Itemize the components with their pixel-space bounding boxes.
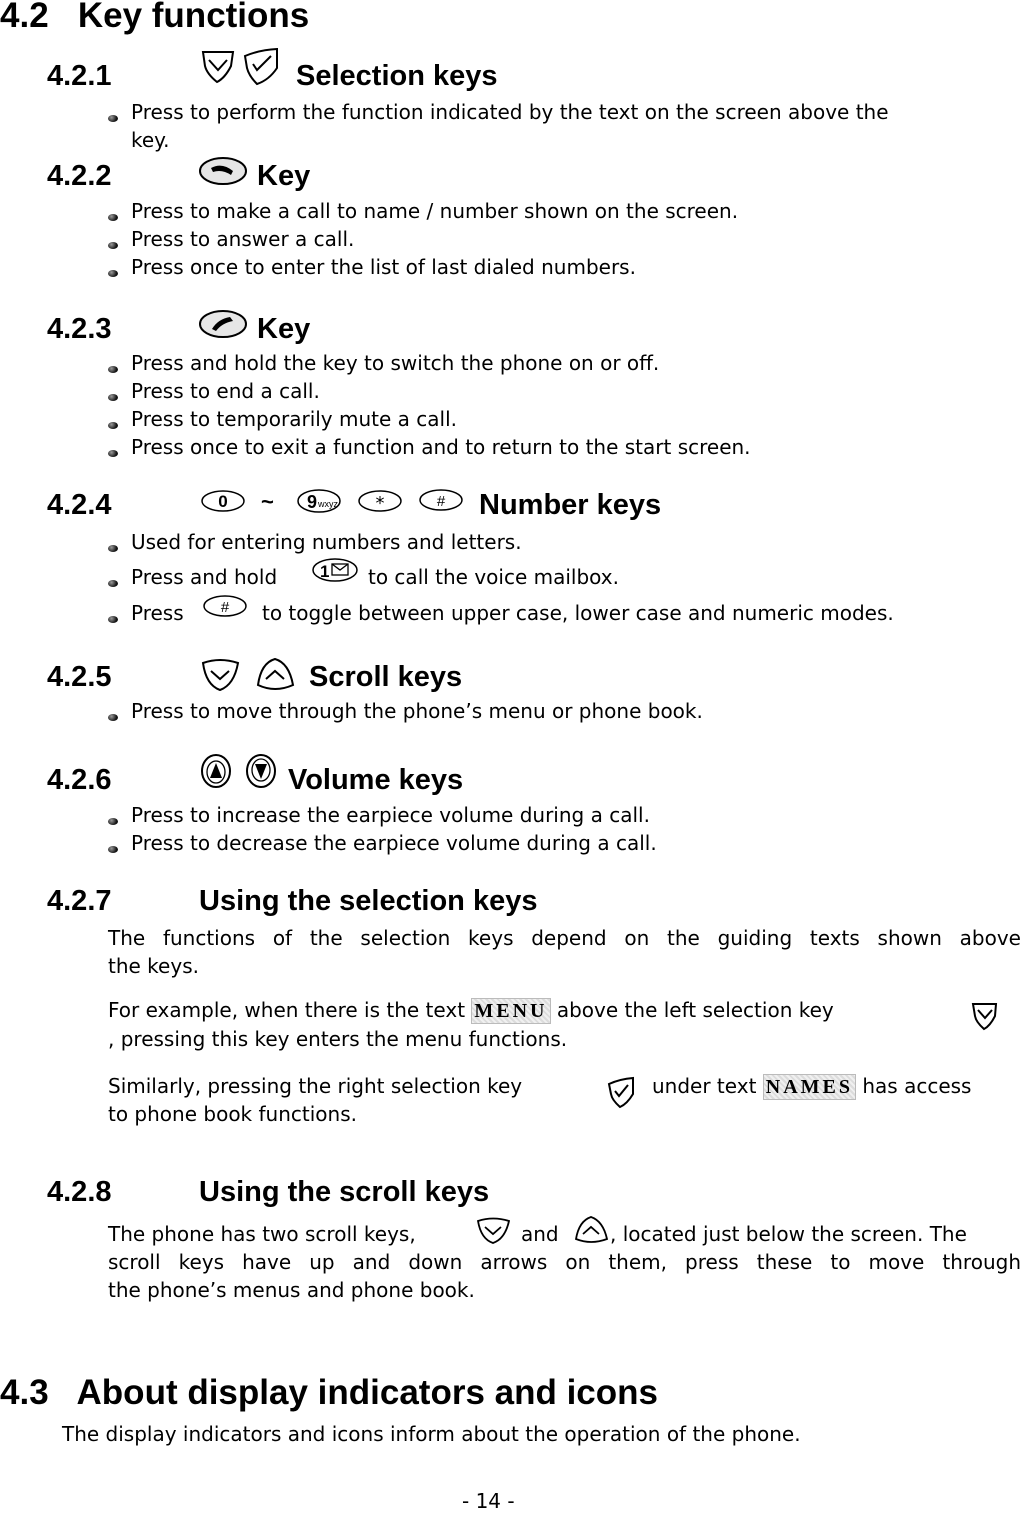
s423-item-1: Press and hold the key to switch the phone on or off. [131,351,660,375]
s425-title: Scroll keys [309,661,463,693]
volume-up-icon [200,754,234,790]
s427-p1-line1: The functions of the selection keys depend on the guiding texts shown above [108,926,1021,950]
scroll-down-icon [200,657,242,693]
bullet-icon [108,545,118,552]
s422-item-3: Press once to enter the list of last dialed numbers. [131,255,636,279]
hash-key-label: # [436,493,446,510]
one-key-label: 1 [320,562,330,581]
s424-hold-pre: Press and hold [131,565,278,589]
menu-softkey-label: MENU [471,998,550,1024]
call-key-icon [198,155,250,189]
s423-title: Key [257,313,311,345]
s426-number: 4.2.6 [47,764,112,796]
section-title: About display indicators and icons [76,1373,658,1412]
bullet-icon [108,270,118,277]
s427-p2-b: above the left selection key [556,998,834,1022]
hash-key-label: # [220,599,230,616]
bullet-icon [108,846,118,853]
bullet-icon [108,580,118,587]
s422-title: Key [257,160,311,192]
volume-down-icon [245,754,279,790]
s421-title: Selection keys [296,60,498,92]
scroll-up-icon [255,657,297,693]
s424-title: Number keys [479,489,662,521]
s428-l1-a: The phone has two scroll keys, [108,1222,416,1246]
section-4-3-heading [0,1373,658,1413]
bullet-icon [108,714,118,721]
s424-press-post: to toggle between upper case, lower case and numeric modes. [262,601,894,625]
bullet-icon [108,115,118,122]
s427-title: Using the selection keys [199,885,538,917]
s421-item-1-cont: key. [131,128,170,152]
s421-item-1: Press to perform the function indicated by the text on the screen above the [131,100,889,124]
bullet-icon [108,422,118,429]
selection-keys-icon [199,46,283,86]
s425-number: 4.2.5 [47,661,112,693]
s423-item-4: Press once to exit a function and to return to the start screen. [131,435,751,459]
s423-item-3: Press to temporarily mute a call. [131,407,457,431]
nine-key-sublabel: wxyz [318,499,338,509]
bullet-icon [108,214,118,221]
right-selection-key-icon [606,1076,636,1110]
bullet-icon [108,818,118,825]
star-key-icon [357,489,405,515]
zero-key-label: 0 [218,492,228,511]
hash-key-icon [202,594,250,620]
zero-key-icon [200,489,248,515]
s427-p3-b: under text [652,1074,757,1098]
bullet-icon [108,450,118,457]
nine-key-label: 9 [307,492,318,512]
s427-number: 4.2.7 [47,885,112,917]
s428-title: Using the scroll keys [199,1176,490,1208]
scroll-down-icon [475,1216,513,1246]
s426-item-1: Press to increase the earpiece volume during a call. [131,803,650,827]
s428-line3: the phone’s menus and phone book. [108,1278,475,1302]
s424-tilde: ~ [261,489,274,514]
s427-p3-a: Similarly, pressing the right selection key [108,1074,523,1098]
section-4-2-heading [0,0,309,36]
s424-number: 4.2.4 [47,489,112,521]
s428-number: 4.2.8 [47,1176,112,1208]
s422-number: 4.2.2 [47,160,112,192]
s422-item-1: Press to make a call to name / number shown on the screen. [131,199,739,223]
s424-press-pre: Press [131,601,184,625]
s427-p1-line2: the keys. [108,954,199,978]
scroll-up-icon [573,1215,611,1245]
s426-title: Volume keys [288,764,464,796]
s424-item-1: Used for entering numbers and letters. [131,530,522,554]
s427-p2-line1 [108,996,834,1024]
nine-key-icon [296,488,344,516]
section-4-3-text: The display indicators and icons inform about the operation of the phone. [62,1422,801,1446]
s427-p2-a: For example, when there is the text [108,998,466,1022]
section-number: 4.2 [0,0,49,35]
star-key-label: * [375,493,385,514]
s427-p2-line2: , pressing this key enters the menu functions. [108,1027,568,1051]
s421-number: 4.2.1 [47,60,112,92]
section-title: Key functions [77,0,310,35]
s426-item-2: Press to decrease the earpiece volume during a call. [131,831,657,855]
bullet-icon [108,616,118,623]
s422-item-2: Press to answer a call. [131,227,355,251]
s424-hold-post: to call the voice mailbox. [368,565,619,589]
s427-p3-c: has access [862,1074,972,1098]
names-softkey-label: NAMES [763,1074,856,1100]
left-selection-key-icon [970,1000,1000,1032]
s428-l1-c: , located just below the screen. The [610,1222,967,1246]
s428-line2: scroll keys have up and down arrows on them, press these to move through [108,1250,1021,1274]
page-number: - 14 - [462,1489,515,1513]
section-number: 4.3 [0,1373,49,1412]
s423-item-2: Press to end a call. [131,379,320,403]
s427-p3-line1-right [652,1072,971,1100]
bullet-icon [108,394,118,401]
s425-item-1: Press to move through the phone’s menu or phone book. [131,699,703,723]
bullet-icon [108,242,118,249]
end-key-icon [198,307,250,341]
s427-p3-line2: to phone book functions. [108,1102,357,1126]
hash-key-icon [418,488,466,514]
bullet-icon [108,366,118,373]
one-voicemail-key-icon [311,558,361,586]
s428-l1-b: and [521,1222,559,1246]
s423-number: 4.2.3 [47,313,112,345]
